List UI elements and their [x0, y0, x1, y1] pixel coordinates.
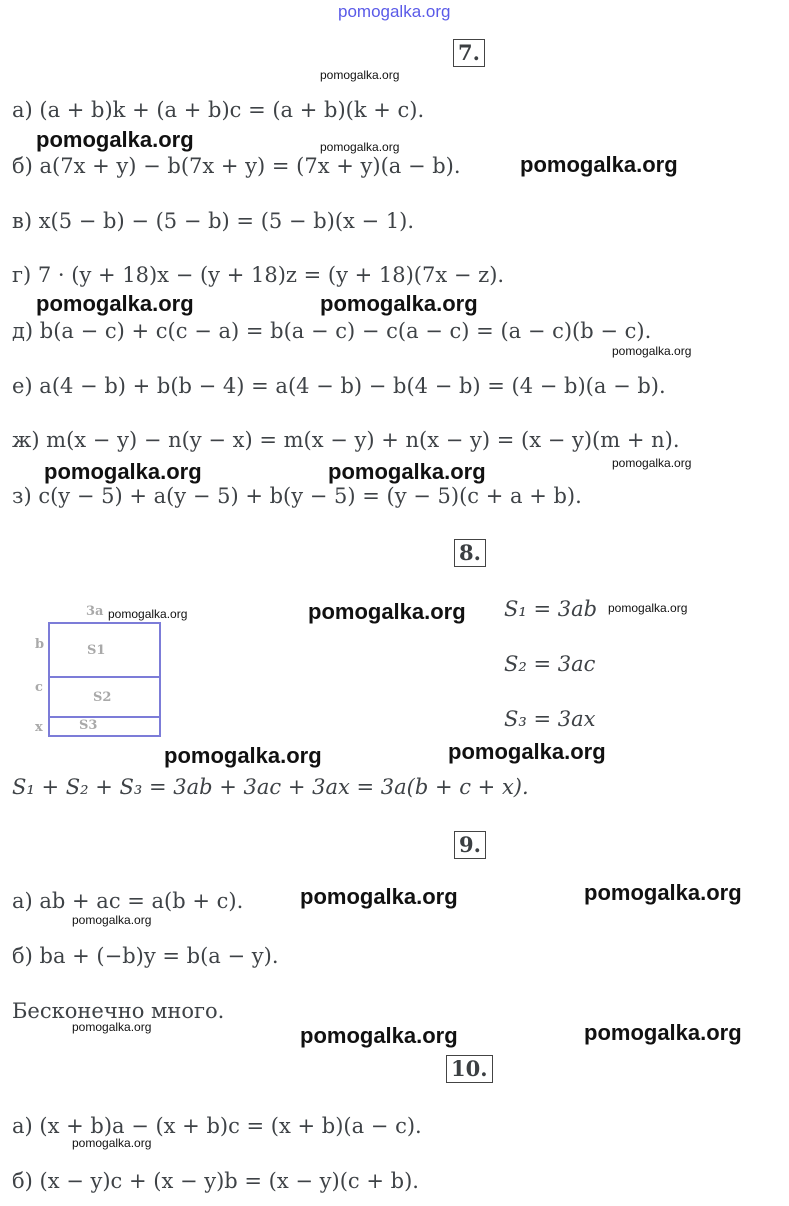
- watermark-big: pomogalka.org: [36, 127, 194, 152]
- task-10-item-a: а) (x + b)a − (x + b)c = (x + b)(a − c).: [12, 1114, 422, 1138]
- task-8-number: 8.: [454, 539, 486, 567]
- task-9-number: 9.: [454, 831, 486, 859]
- area-s3: S₃ = 3ax: [504, 707, 596, 731]
- task-9-item-a: а) ab + ac = a(b + c).: [12, 889, 244, 913]
- region-label-s3: S3: [79, 718, 98, 733]
- task-7-item-e: д) b(a − c) + c(c − a) = b(a − c) − c(a − c) = (a − c)(b − c).: [12, 319, 652, 343]
- watermark-big: pomogalka.org: [308, 599, 466, 624]
- watermark-small: pomogalka.org: [320, 140, 400, 154]
- watermark-small: pomogalka.org: [72, 1136, 152, 1150]
- region-s3: [48, 716, 161, 737]
- task-7-item-a: а) (a + b)k + (a + b)c = (a + b)(k + c).: [12, 98, 425, 122]
- task-9-note: Бесконечно много.: [12, 999, 225, 1023]
- task-7-item-c: в) x(5 − b) − (5 − b) = (5 − b)(x − 1).: [12, 209, 415, 233]
- watermark-big: pomogalka.org: [584, 880, 742, 905]
- watermark-big: pomogalka.org: [448, 739, 606, 764]
- watermark-big: pomogalka.org: [584, 1020, 742, 1045]
- task-7-number: 7.: [453, 39, 485, 67]
- side-label-c: c: [35, 680, 43, 695]
- side-label-b: b: [35, 637, 45, 652]
- watermark-big: pomogalka.org: [300, 1023, 458, 1048]
- area-s2: S₂ = 3ac: [504, 652, 596, 676]
- watermark-small: pomogalka.org: [320, 68, 400, 82]
- watermark-small: pomogalka.org: [72, 913, 152, 927]
- task-9-item-b: б) ba + (−b)y = b(a − y).: [12, 944, 279, 968]
- task-7-item-g: ж) m(x − y) − n(y − x) = m(x − y) + n(x − y) = (x − y)(m + n).: [12, 428, 680, 452]
- watermark-small: pomogalka.org: [612, 456, 692, 470]
- area-s1: S₁ = 3ab: [504, 597, 598, 621]
- watermark-big: pomogalka.org: [320, 291, 478, 316]
- watermark-big: pomogalka.org: [328, 459, 486, 484]
- watermark-big: pomogalka.org: [36, 291, 194, 316]
- task-10-item-b: б) (x − y)c + (x − y)b = (x − y)(c + b).: [12, 1169, 419, 1193]
- watermark-big: pomogalka.org: [300, 884, 458, 909]
- watermark-big: pomogalka.org: [164, 743, 322, 768]
- watermark-big: pomogalka.org: [520, 152, 678, 177]
- area-sum: S₁ + S₂ + S₃ = 3ab + 3ac + 3ax = 3a(b + c + x).: [12, 775, 529, 799]
- task-7-item-h: з) c(y − 5) + a(y − 5) + b(y − 5) = (y − 5)(c + a + b).: [12, 484, 582, 508]
- watermark-top: pomogalka.org: [338, 2, 451, 21]
- figure-top-label: 3a: [86, 604, 104, 619]
- region-label-s2: S2: [93, 690, 112, 705]
- watermark-small: pomogalka.org: [72, 1020, 152, 1034]
- region-label-s1: S1: [87, 643, 106, 658]
- watermark-small: pomogalka.org: [612, 344, 692, 358]
- side-label-x: x: [35, 720, 43, 735]
- watermark-big: pomogalka.org: [44, 459, 202, 484]
- watermark-small: pomogalka.org: [608, 601, 688, 615]
- task-7-item-f: е) a(4 − b) + b(b − 4) = a(4 − b) − b(4 − b) = (4 − b)(a − b).: [12, 374, 666, 398]
- task-7-item-b: б) a(7x + y) − b(7x + y) = (7x + y)(a − b).: [12, 154, 461, 178]
- watermark-small: pomogalka.org: [108, 607, 188, 621]
- task-7-item-d: г) 7 · (y + 18)x − (y + 18)z = (y + 18)(7x − z).: [12, 263, 505, 287]
- task-10-number: 10.: [446, 1055, 493, 1083]
